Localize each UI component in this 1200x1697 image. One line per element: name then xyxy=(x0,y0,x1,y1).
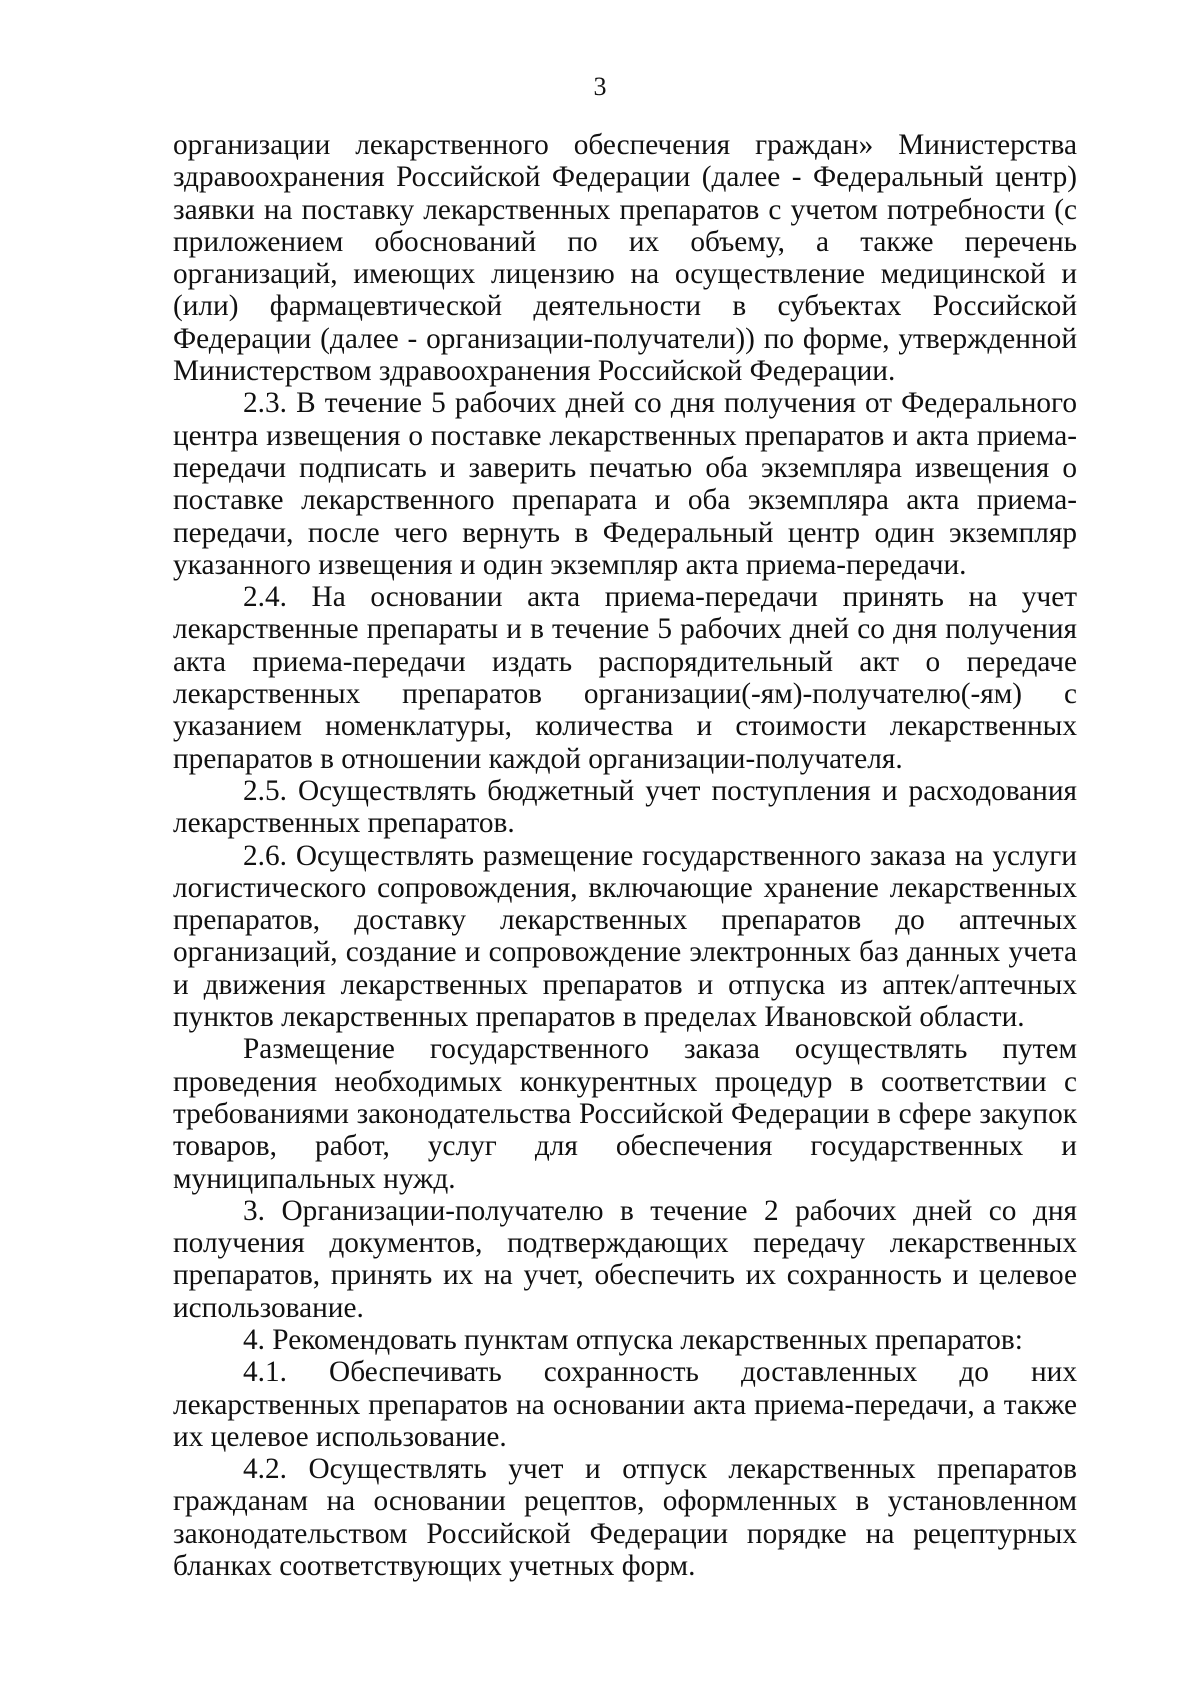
paragraph-continuation: организации лекарственного обеспечения граждан» Министерства здравоохранения Российской Федерации (далее - Федеральный центр) заявки на поставку лекарственных препаратов с учетом потребности (с приложением обоснований по их объему, а также перечень организаций, имеющих лицензию на осуществление медицинской и (или) фармацевтической деятельности в субъектах Российской Федерации (далее - организации-получатели)) по форме, утвержденной Министерством здравоохранения Российской Федерации. xyxy=(173,129,1077,388)
paragraph-2-3: 2.3. В течение 5 рабочих дней со дня получения от Федерального центра извещения о поставке лекарственных препаратов и акта приема-передачи подписать и заверить печатью оба экземпляра извещения о поставке лекарственного препарата и оба экземпляра акта приема-передачи, после чего вернуть в Федеральный центр один экземпляр указанного извещения и один экземпляр акта приема-передачи. xyxy=(173,387,1077,581)
paragraph-2-6: 2.6. Осуществлять размещение государственного заказа на услуги логистического сопровождения, включающие хранение лекарственных препаратов, доставку лекарственных препаратов до аптечных организаций, создание и сопровождение электронных баз данных учета и движения лекарственных препаратов и отпуска из аптек/аптечных пунктов лекарственных препаратов в пределах Ивановской области. xyxy=(173,839,1077,1034)
paragraph-2-4: 2.4. На основании акта приема-передачи принять на учет лекарственные препараты и в течение 5 рабочих дней со дня получения акта приема-передачи издать распорядительный акт о передаче лекарственных препаратов организации(-ям)-получателю(-ям) с указанием номенклатуры, количества и стоимости лекарственных препаратов в отношении каждой организации-получателя. xyxy=(173,581,1077,775)
paragraph-2-5: 2.5. Осуществлять бюджетный учет поступления и расходования лекарственных препаратов. xyxy=(173,774,1077,840)
paragraph-placement: Размещение государственного заказа осуществлять путем проведения необходимых конкурентных процедур в соответствии с требованиями законодательства Российской Федерации в сфере закупок товаров, работ, услуг для обеспечения государственных и муниципальных нужд. xyxy=(173,1033,1077,1195)
paragraph-3: 3. Организации-получателю в течение 2 рабочих дней со дня получения документов, подтверждающих передачу лекарственных препаратов, принять их на учет, обеспечить их сохранность и целевое использование. xyxy=(173,1194,1077,1324)
paragraph-4: 4. Рекомендовать пунктам отпуска лекарственных препаратов: xyxy=(243,1323,1023,1356)
page-number: 3 xyxy=(593,72,607,101)
document-body xyxy=(173,129,1077,1582)
paragraph-4-1: 4.1. Обеспечивать сохранность доставленных до них лекарственных препаратов на основании акта приема-передачи, а также их целевое использование. xyxy=(173,1356,1077,1453)
paragraph-4-2: 4.2. Осуществлять учет и отпуск лекарственных препаратов гражданам на основании рецептов, оформленных в установленном законодательством Российской Федерации порядке на рецептурных бланках соответствующих учетных форм. xyxy=(173,1453,1077,1583)
